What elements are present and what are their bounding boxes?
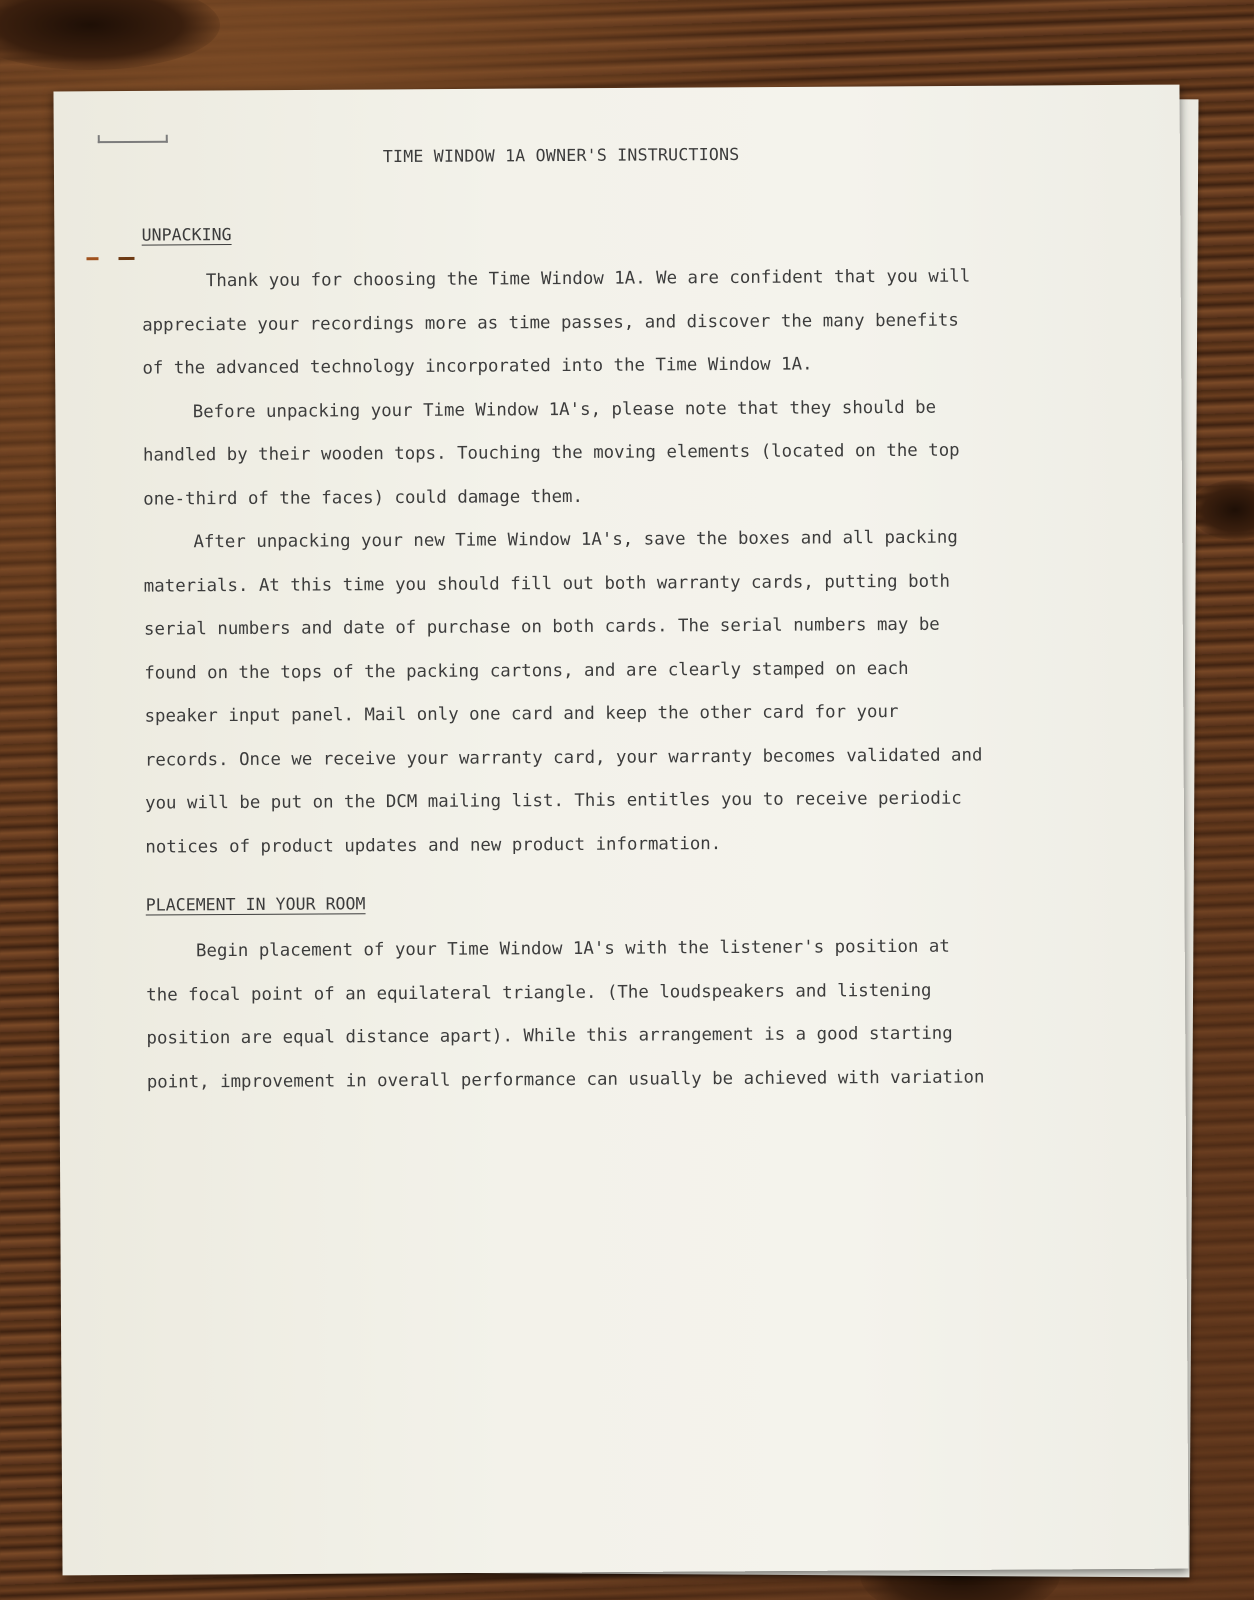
paragraph-thank-you: Thank you for choosing the Time Window 1A. We are confident that you will appreciate your recordings more as time passes, and discover the many benefits of the advanced technology incorporated into the Time Window 1A. (142, 266, 971, 379)
document-title: TIME WINDOW 1A OWNER'S INSTRUCTIONS (382, 144, 740, 167)
staple-mark (98, 135, 168, 143)
wood-knot (1190, 480, 1254, 540)
paragraph-after-unpacking: After unpacking your new Time Window 1A's, save the boxes and all packing materials. At this time you should fill out both warranty cards, putting both serial numbers and date of purchase on both cards. The serial numbers may be found on the tops of the packing cartons, and are clearly stamped on each speaker input panel. Mail only one card and keep the other card for your records. Once we receive your warranty card, your warranty becomes validated and you will be put on the DCM mailing list. This entitles you to receive periodic notices of product updates and new product information. (143, 527, 983, 858)
rust-mark (86, 257, 142, 260)
section-heading-placement: PLACEMENT IN YOUR ROOM (145, 894, 366, 915)
paragraph-before-unpacking: Before unpacking your Time Window 1A's, please note that they should be handled by their wooden tops. Touching the moving elements (located on the top one-third of the faces) could damage them. (142, 397, 960, 510)
section-heading-unpacking: UNPACKING (141, 225, 232, 245)
document-body (141, 143, 987, 1104)
wood-knot (0, 0, 220, 70)
paragraph-placement: Begin placement of your Time Window 1A's with the listener's position at the focal point of an equilateral triangle. (The loudspeakers and listening position are equal distance apart). While this arrangement is a good starting point, improvement in overall performance can usually be achieved with variation (146, 936, 985, 1093)
